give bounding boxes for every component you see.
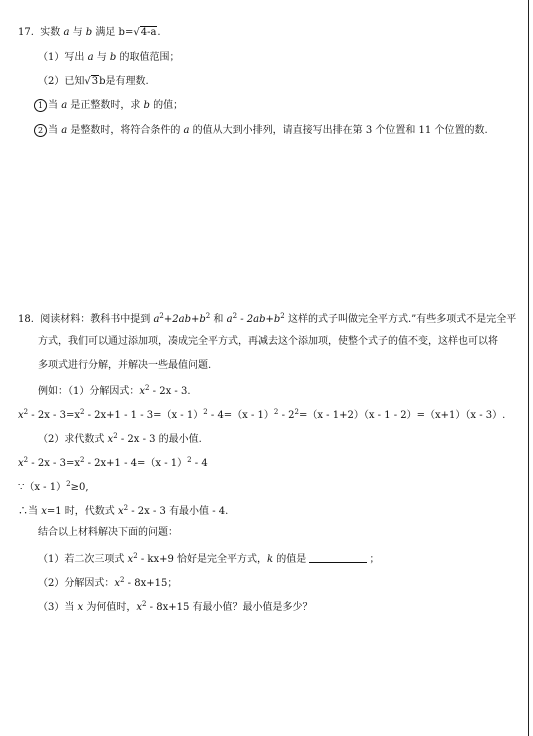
question-18-intro-line-2: 方式，我们可以通过添加项，凑成完全平方式，再减去这个添加项，使整个式子的值不变，这样也可以将 (38, 336, 498, 347)
question-18-sub-2: （2）分解因式：$x^2 - 8x+15$； (38, 576, 178, 589)
question-17-sub-1: 1 当 a 是正整数时，求 b 的值； (34, 99, 183, 112)
instructions-line: 结合以上材料解决下面的问题： (38, 527, 178, 538)
question-18-intro-line-1: 18. 阅读材料：教科书中提到 $a^2+2ab+b^2$ 和 $a^2 - 2ab+b^2$ 这样的式子叫做完全平方式.”有些多项式不是完全平 (18, 312, 517, 325)
circled-number-icon: 2 (34, 124, 47, 137)
example-part-2: （2）求代数式 $x^2 - 2x - 3$ 的最小值. (38, 432, 202, 445)
page-margin-rule (528, 0, 529, 736)
example-equation-2: $x^2 - 2x - 3=x^2 - 2x+1 - 4=(x - 1)^2 - 4$ (18, 456, 208, 469)
question-18-sub-3: （3）当 x 为何值时，$x^2 - 8x+15$ 有最小值？最小值是多少？ (38, 600, 313, 613)
therefore-line: ∴当 x=1 时，代数式 $x^2 - 2x - 3$ 有最小值 - 4. (18, 504, 229, 517)
example-equation-1: $x^2 - 2x - 3=x^2 - 2x+1 - 1 - 3=(x - 1)^2 - 4=(x - 1)^2 - 2^2=(x - 1+2)(x - 1 - 2)=(x+1)(x - 3)$. (18, 408, 506, 421)
circled-number-icon: 1 (34, 99, 47, 112)
sqrt-expression: √3 (84, 76, 99, 87)
question-17-stem: 17. 实数 a 与 b 满足 b=√4-a. (18, 27, 161, 38)
example-heading: 例如：（1）分解因式：$x^2 - 2x - 3$. (38, 384, 191, 397)
question-17-part-1: （1）写出 a 与 b 的取值范围； (38, 52, 180, 63)
because-line: ∵（x - 1）$^2$≥0, (18, 480, 89, 493)
question-18-sub-1: （1）若二次三项式 $x^2 - kx+9$ 恰好是完全平方式，k 的值是 ； (38, 552, 380, 565)
answer-blank[interactable] (309, 552, 367, 563)
question-17-sub-2: 2 当 a 是整数时，将符合条件的 a 的值从大到小排列，请直接写出排在第 3 个位置和 11 个位置的数. (34, 124, 488, 137)
question-17-part-2: （2）已知√3b是有理数. (38, 76, 149, 87)
sqrt-expression: √4-a (133, 27, 157, 38)
question-18-intro-line-3: 多项式进行分解，并解决一些最值问题. (38, 360, 212, 371)
